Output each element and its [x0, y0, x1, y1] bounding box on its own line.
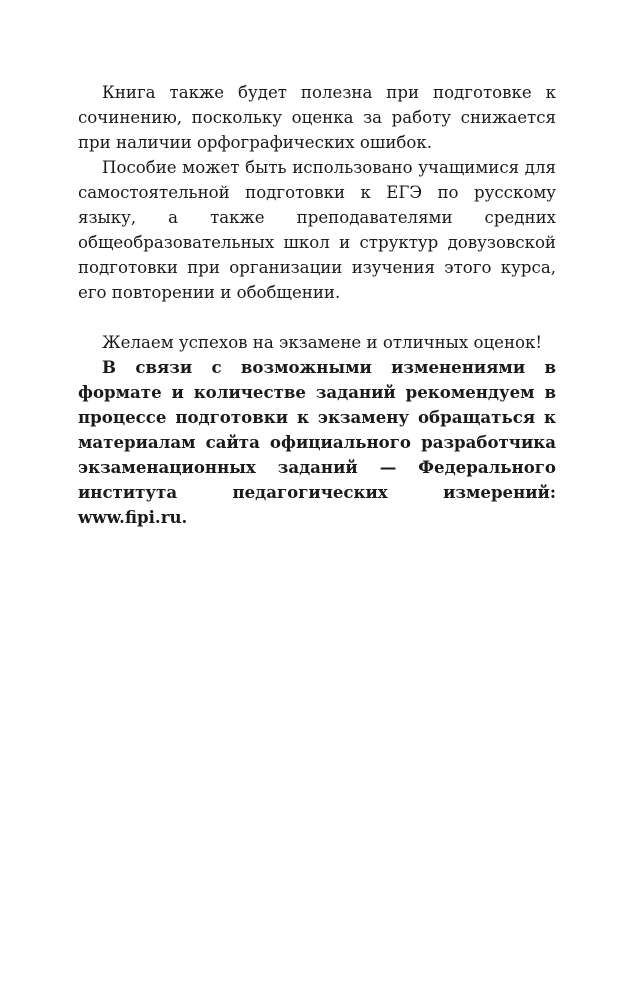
paragraph-book-usefulness: Книга также будет полезна при подготовке к сочинению, поскольку оценка за работу снижается при наличии орфографических ошибок. — [78, 83, 556, 152]
document-page — [78, 80, 556, 530]
paragraph-manual-usage: Пособие может быть использовано учащимися для самостоятельной подготовки к ЕГЭ по русскому языку, а также преподавателями средних общеобразовательных школ и структур довузовской подготовки при организации изучения этого курса, его повторении и обобщении. — [78, 158, 556, 302]
paragraph-spacer — [78, 305, 556, 330]
paragraph-wishes: Желаем успехов на экзамене и отличных оценок! — [102, 333, 543, 352]
paragraph-fipi-note: В связи с возможными изменениями в формате и количестве заданий рекомендуем в процессе подготовки к экзамену обращаться к материалам сайта официального разработчика экзаменационных заданий — Федерального института педагогических измерений: www.fipi.ru. — [78, 357, 556, 527]
